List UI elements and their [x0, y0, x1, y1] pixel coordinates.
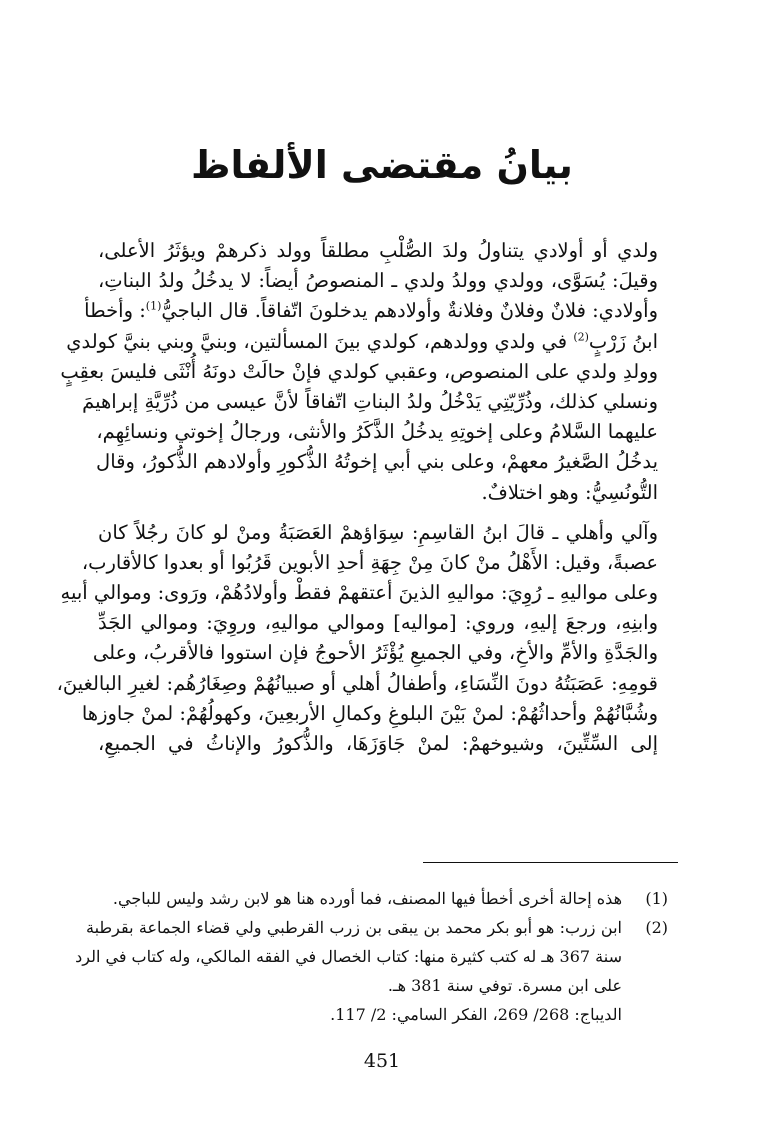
page-number: 451 — [363, 1050, 401, 1072]
footnote-line: على ابن مسرة. توفي سنة 381 هـ. — [387, 976, 622, 995]
text-line — [66, 327, 658, 357]
text-segment: وأولادي: فلانٌ وفلانٌ وفلانةٌ وأولادهم يدخلونَ اتّفاقاً. قال الباجيُّ — [161, 299, 658, 323]
text-line: التُّونُسِيُّ: وهو اختلافٌ. — [481, 480, 658, 504]
footnote-2 — [75, 913, 668, 1029]
text-line: وشُبَّانُهُمْ وأحداثُهُمْ: لمنْ بَيْنَ البلوغِ وكمالِ الأربعِينَ، وكهولُهُمْ: لمنْ جاوزها — [81, 701, 658, 725]
text-line: عليهما السَّلامُ وعلى إخوتِهِ يدخُلُ الذَّكَرُ والأنثى، ورجالُ إخوتي ونسائِهِم، — [96, 420, 658, 444]
text-line: إلى السِّتِّينَ، وشيوخهمْ: لمنْ جَاوَزَهَا، والذُّكورُ والإناثُ في الجميعِ، — [98, 732, 658, 755]
paragraph-1 — [60, 236, 658, 508]
text-line: وقيلَ: يُسَوَّى، وولدي وولدُ ولدي ـ المنصوصُ أيضاً: لا يدخُلُ ولدُ البناتِ، — [98, 269, 658, 293]
text-line: عصبةً، وقيل: الأَهْلُ منْ كانَ مِنْ جِهَةِ أحدِ الأبوين قَرُبُوا أو بعدوا كالأقارب، — [81, 550, 658, 574]
main-text — [56, 236, 658, 759]
text-line: وعلى مواليهِ ـ رُوِيَ: مواليهِ الذينَ أعتقهمْ فقطْ وأولادُهُمْ، ورَوى: وموالي أبيهِ — [60, 581, 658, 605]
note-ref-2: (2) — [573, 330, 589, 344]
footnote-line: هذه إحالة أخرى أخطأ فيها المصنف، فما أورده هنا هو لابن رشد وليس للباجي. — [112, 889, 622, 908]
text-line: قومِهِ: عَصَبَتُهُ دونَ النِّسَاءِ، وأطفالُ أهلي أو صبيانُهُمْ وصِغَارُهُم: لغيرِ البالغينَ، — [56, 671, 658, 695]
text-line: ولدي أو أولادي يتناولُ ولدَ الصُّلْبِ مطلقاً وولد ذكرهمْ ويؤثَرُ الأعلى، — [98, 239, 658, 262]
footnote-line: ابن زرب: هو أبو بكر محمد بن يبقى بن زرب القرطبي ولي قضاء الجماعة بقرطبة — [86, 918, 622, 937]
footnote-number: (1) — [645, 889, 668, 908]
text-line: ونسلي كذلك، وذُرِّيّتِي يَدْخُلُ ولدُ البناتِ اتّفاقاً لأنَّ عيسى من ذُرِّيَّةِ إبراهيمَ — [82, 389, 658, 413]
chapter-title: بيانُ مقتضى الألفاظ — [191, 143, 573, 187]
text-line — [84, 296, 658, 326]
text-line: والجَدَّةِ والأمِّ والأخِ، وفي الجميعِ يُؤْثَرُ الأحوجُ فإن استووا فالأقربُ، وعلى — [92, 641, 658, 665]
text-segment: في ولدي وولدهم، كولدي بينَ المسألتين، وبنيَّ وبني بنيَّ كولدي — [66, 329, 574, 353]
footnotes — [75, 884, 668, 1029]
footnote-line: الديباج: 268/ 269، الفكر السامي: 2/ 117. — [330, 1005, 622, 1024]
footnote-divider — [423, 862, 678, 863]
footnote-1 — [86, 884, 668, 913]
text-line: وولدِ ولدي على المنصوص، وعقبي كولدي فإنْ حالَتْ دونَهُ أُنْثَى فليسَ بعقِبٍ — [60, 359, 658, 383]
note-ref-1: (1) — [145, 299, 162, 313]
footnote-line: سنة 367 هـ له كتب كثيرة منها: كتاب الخصال في الفقه المالكي، وله كتاب في الرد — [75, 947, 622, 966]
paragraph-2 — [56, 518, 658, 760]
text-line: وابنِهِ، ورجعَ إليهِ، وروي: [مواليه] وموالي مواليهِ، وروِيَ: وموالي الجَدِّ — [98, 611, 658, 635]
text-segment: ابنُ زَرْبٍ — [588, 329, 658, 353]
text-line: يدخُلُ الصَّغيرُ معهمْ، وعلى بني أبي إخوتُهُ الذُّكورِ وأولادهم الذُّكورُ، وقال — [96, 450, 658, 474]
footnote-number: (2) — [645, 918, 668, 937]
text-segment: : وأخطأ — [84, 299, 146, 323]
text-line: وآلي وأهلي ـ قالَ ابنُ القاسِمِ: سِوَاؤهمْ العَصَبَةُ ومنْ لو كانَ رجُلاً كان — [98, 520, 658, 544]
